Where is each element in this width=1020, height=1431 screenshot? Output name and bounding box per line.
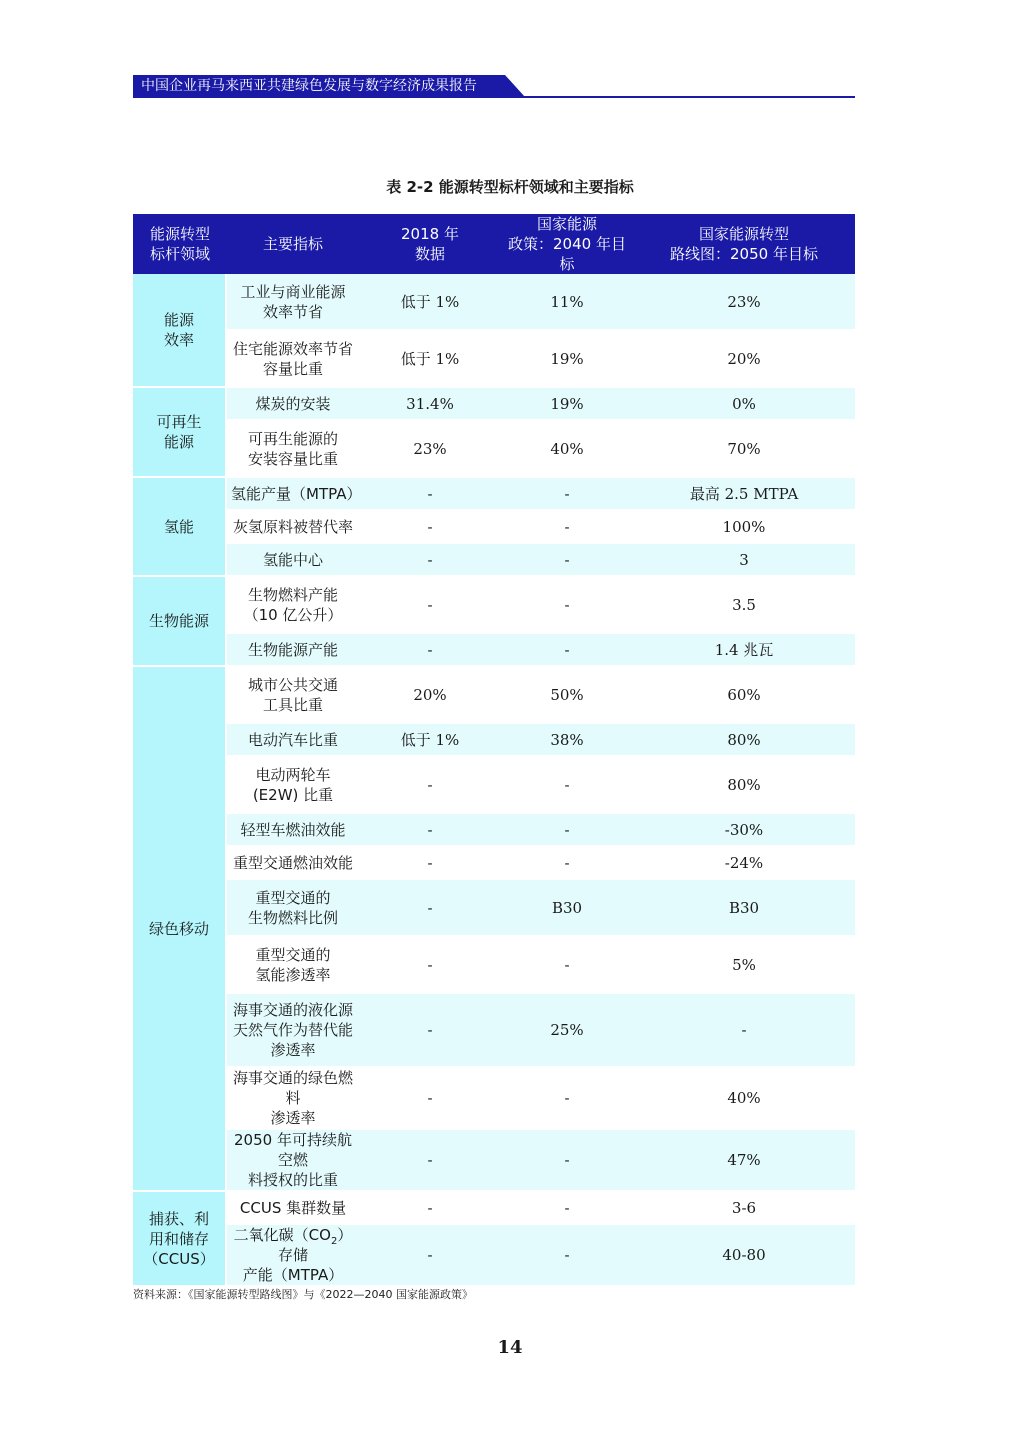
indicator-table [133,214,855,1287]
indicator-cell: 灰氢原料被替代率 [227,511,359,544]
value-2050: 0% [633,388,855,421]
header-banner [133,75,855,99]
value-2040: 40% [501,421,633,478]
value-2050: 100% [633,511,855,544]
value-2040: 11% [501,274,633,331]
table-row [133,724,855,757]
table-row [133,1192,855,1225]
indicator-cell: 工业与商业能源 效率节省 [227,274,359,331]
indicator-cell: 轻型车燃油效能 [227,814,359,847]
indicator-cell: 重型交通燃油效能 [227,847,359,880]
value-2050: 40% [633,1068,855,1130]
value-2040: - [501,1130,633,1192]
value-2040: - [501,814,633,847]
value-2050: - [633,994,855,1068]
table-row [133,1068,855,1130]
indicator-cell: 海事交通的绿色燃料 渗透率 [227,1068,359,1130]
col-header-domain: 能源转型 标杆领域 [133,214,227,274]
indicator-cell: 海事交通的液化源 天然气作为替代能 渗透率 [227,994,359,1068]
value-2018: - [359,994,501,1068]
table-row [133,880,855,937]
value-2040: 50% [501,667,633,724]
value-2050: 40-80 [633,1225,855,1287]
value-2040: - [501,544,633,577]
page-number: 14 [497,1337,523,1358]
value-2018: - [359,757,501,814]
value-2018: 低于 1% [359,331,501,388]
table-row [133,274,855,331]
value-2050: 3 [633,544,855,577]
value-2050: 70% [633,421,855,478]
value-2018: - [359,814,501,847]
value-2040: - [501,937,633,994]
indicator-cell: 城市公共交通 工具比重 [227,667,359,724]
value-2040: - [501,511,633,544]
value-2040: - [501,847,633,880]
value-2050: 3-6 [633,1192,855,1225]
value-2018: 低于 1% [359,274,501,331]
value-2050: 5% [633,937,855,994]
value-2040: - [501,757,633,814]
value-2018: - [359,1130,501,1192]
indicator-cell: 煤炭的安装 [227,388,359,421]
indicator-cell: 2050 年可持续航空燃 料授权的比重 [227,1130,359,1192]
value-2018: - [359,1068,501,1130]
indicator-cell: 电动汽车比重 [227,724,359,757]
table-title: 表 2-2 能源转型标杆领域和主要指标 [386,178,634,196]
table-row [133,757,855,814]
header-title: 中国企业再马来西亚共建绿色发展与数字经济成果报告 [141,78,477,94]
table-row [133,544,855,577]
table-row [133,388,855,421]
col-header-2040: 国家能源 政策：2040 年目标 [501,214,633,274]
value-2050: 47% [633,1130,855,1192]
value-2040: 38% [501,724,633,757]
table-row [133,937,855,994]
value-2018: - [359,847,501,880]
value-2018: 23% [359,421,501,478]
table-row [133,1130,855,1192]
table-header-row [133,214,855,274]
table-row [133,634,855,667]
value-2018: 20% [359,667,501,724]
indicator-cell: 二氧化碳$(CO_2)$存储 产能（MTPA） [227,1225,359,1287]
value-2018: - [359,1225,501,1287]
indicator-cell: 氢能中心 [227,544,359,577]
table-row [133,577,855,634]
category-ccus: 捕获、利 用和储存 （CCUS） [133,1192,227,1287]
table-row [133,994,855,1068]
category-renewable: 可再生 能源 [133,388,227,478]
col-header-indicator: 主要指标 [227,214,359,274]
value-2050: 80% [633,757,855,814]
indicator-cell: 生物能源产能 [227,634,359,667]
value-2018: - [359,937,501,994]
value-2050: -30% [633,814,855,847]
header-rule [133,96,855,98]
value-2018: - [359,880,501,937]
value-2050: 60% [633,667,855,724]
table-row [133,1225,855,1287]
value-2018: - [359,577,501,634]
value-2050: B30 [633,880,855,937]
table-row [133,667,855,724]
category-energy-efficiency: 能源 效率 [133,274,227,388]
indicator-cell: 重型交通的 生物燃料比例 [227,880,359,937]
indicator-cell: 生物燃料产能 （10 亿公升） [227,577,359,634]
table-row [133,421,855,478]
value-2018: 31.4% [359,388,501,421]
value-2040: - [501,1192,633,1225]
value-2040: 25% [501,994,633,1068]
value-2050: 1.4 兆瓦 [633,634,855,667]
indicator-cell: 住宅能源效率节省 容量比重 [227,331,359,388]
value-2040: B30 [501,880,633,937]
value-2040: 19% [501,331,633,388]
indicator-cell: 电动两轮车 (E2W) 比重 [227,757,359,814]
category-green-mobility: 绿色移动 [133,667,227,1192]
indicator-cell: 可再生能源的 安装容量比重 [227,421,359,478]
table-row [133,511,855,544]
value-2040: - [501,1225,633,1287]
value-2040: 19% [501,388,633,421]
table-row [133,478,855,511]
value-2040: - [501,634,633,667]
value-2050: 80% [633,724,855,757]
value-2050: 20% [633,331,855,388]
value-2050: 23% [633,274,855,331]
table-row [133,814,855,847]
value-2018: - [359,1192,501,1225]
indicator-cell: 重型交通的 氢能渗透率 [227,937,359,994]
value-2040: - [501,577,633,634]
value-2018: 低于 1% [359,724,501,757]
value-2050: -24% [633,847,855,880]
value-2050: 最高 2.5 MTPA [633,478,855,511]
source-note: 资料来源：《国家能源转型路线图》与《2022—2040 国家能源政策》 [133,1288,473,1301]
category-hydrogen: 氢能 [133,478,227,577]
table-row [133,847,855,880]
value-2040: - [501,478,633,511]
category-bioenergy: 生物能源 [133,577,227,667]
indicator-cell: 氢能产量（MTPA） [227,478,359,511]
value-2018: - [359,478,501,511]
value-2050: 3.5 [633,577,855,634]
value-2018: - [359,544,501,577]
col-header-2050: 国家能源转型 路线图：2050 年目标 [633,214,855,274]
value-2040: - [501,1068,633,1130]
value-2018: - [359,634,501,667]
col-header-2018: 2018 年 数据 [359,214,501,274]
value-2018: - [359,511,501,544]
indicator-cell: CCUS 集群数量 [227,1192,359,1225]
table-row [133,331,855,388]
